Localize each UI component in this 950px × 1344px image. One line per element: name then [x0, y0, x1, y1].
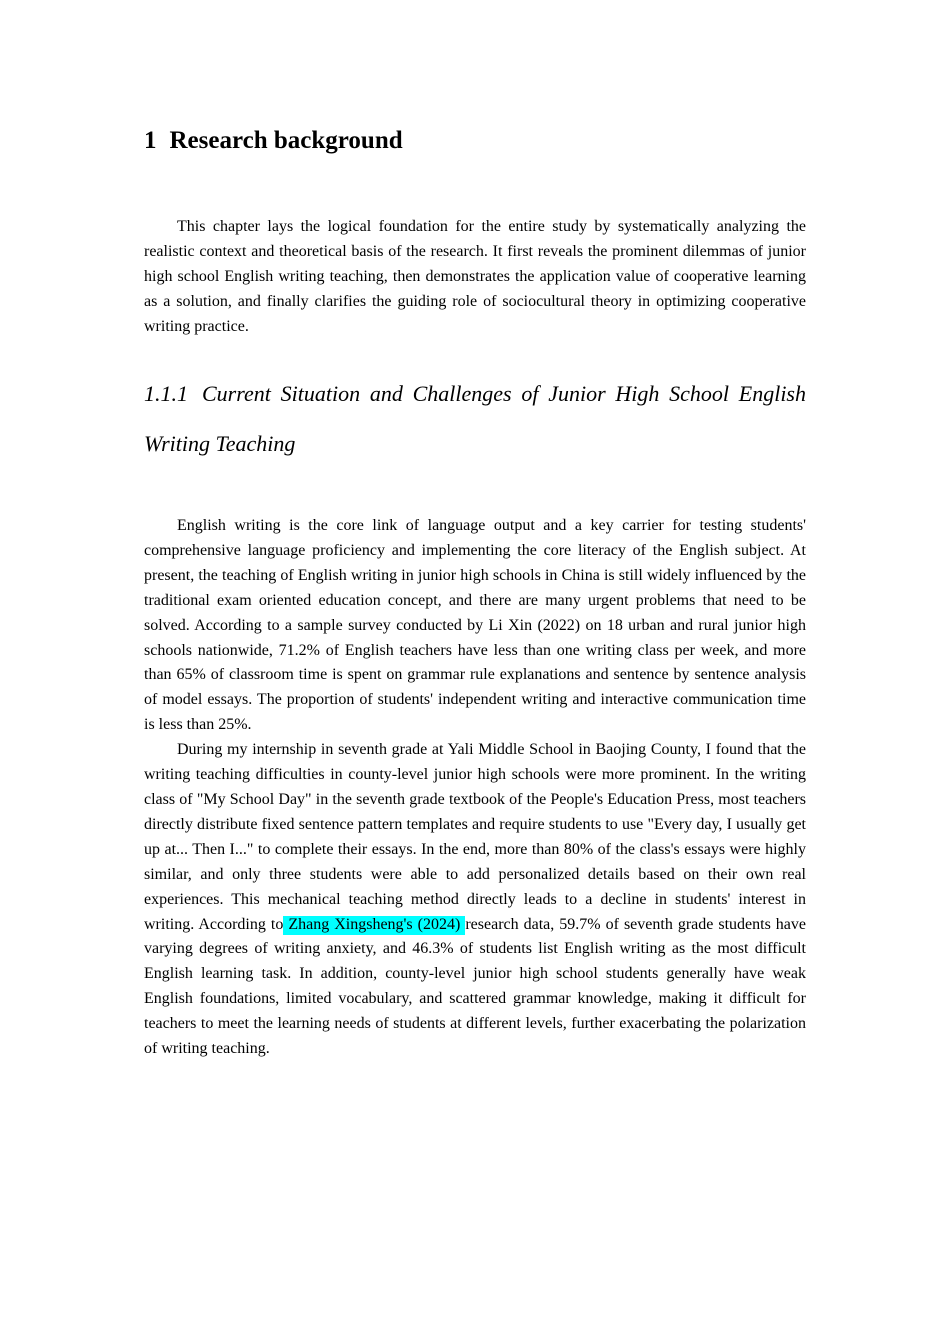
- chapter-title: Research background: [169, 127, 403, 154]
- paragraph-internship-text-start: During my internship in seventh grade at Yali Middle School in Baojing County, I found that the writing teaching difficulties in county-level junior high schools were more prominent. In the writing class of "My School Day" in the seventh grade textbook of the People's Education Press, most teachers directly distribute fixed sentence pattern templates and require students to use "Every day, I usually get up at... Then I..." to complete their essays. In the end, more than 80% of the class's essays were highly similar, and only three students were able to add personalized details based on their own real experiences. This mechanical teaching method directly leads to a decline in students' interest in writing. According to: [144, 741, 806, 933]
- highlighted-citation: Zhang Xingsheng's (2024): [283, 915, 466, 933]
- chapter-heading: [144, 124, 403, 158]
- paragraph-internship: [144, 738, 806, 1062]
- intro-paragraph: This chapter lays the logical foundation for the entire study by systematically analyzing the realistic context and theoretical basis of the research. It first reveals the prominent dilemmas of junior high school English writing teaching, then demonstrates the application value of cooperative learning as a solution, and finally clarifies the guiding role of sociocultural theory in optimizing cooperative writing practice.: [144, 218, 806, 335]
- section-heading: [144, 369, 806, 469]
- section-number: 1.1.1: [144, 381, 188, 406]
- paragraph-internship-text-end: research data, 59.7% of seventh grade students have varying degrees of writing anxiety, and 46.3% of students list English writing as the most difficult English learning task. In addition, county-level junior high school students generally have weak English foundations, limited vocabulary, and scattered grammar knowledge, making it difficult for teachers to meet the learning needs of students at different levels, further exacerbating the polarization of writing teaching.: [144, 915, 807, 1058]
- chapter-number: 1: [144, 127, 157, 154]
- paragraph-writing-situation: English writing is the core link of language output and a key carrier for testing students' comprehensive language proficiency and implementing the core literacy of the English subject. At present, the teaching of English writing in junior high schools in China is still widely influenced by the traditional exam oriented education concept, and there are many urgent problems that need to be solved. According to a sample survey conducted by Li Xin (2022) on 18 urban and rural junior high schools nationwide, 71.2% of English teachers have less than one writing class per week, and more than 65% of classroom time is spent on grammar rule explanations and sentence by sentence analysis of model essays. The proportion of students' independent writing and interactive communication time is less than 25%.: [144, 517, 806, 734]
- body-text: [144, 514, 806, 1062]
- section-title: Current Situation and Challenges of Junior High School English Writing Teaching: [144, 381, 806, 456]
